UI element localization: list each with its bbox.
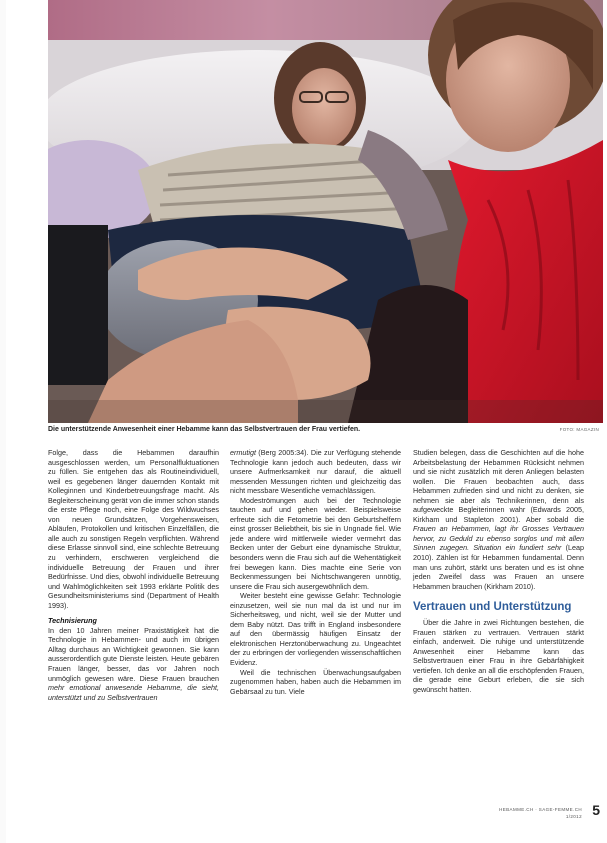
caption-text: Die unterstützende Anwesenheit einer Hebamme kann das Selbstvertrauen der Frau vertiefen. — [48, 426, 361, 433]
subheading-technisierung: Technisierung — [48, 616, 97, 626]
paragraph: Folge, dass die Hebammen daraufhin ausgeschlossen werden, um Personalfluktuationen zu füllen. Sie entgehen das als Routineindividuell, weil es gegebenen länger dauernden Kontakt mit Kolleginnen und Kinderbetreuungsfrage macht. Als Begleiterscheinung gerät von die immer schon stands die erste Pflege noch, eine Folge des Wildwuchses von neuen Grundsätzen, Vorgehensweisen, Abläufen, Protokollen und kritischen Einzelfällen, die alle auch zu sonstigen Regeln verpflichten. Während diese Erlasse sinnvoll sind, eine schlechte Betreuung zu verhindern, erschweren vergleichend die individuelle Betreuung der Frauen und ihrer Bedürfnisse. Und dies, obwohl individuelle Betreuung und Wahlmöglichkeiten seit 1993 erklärte Politik des Gesundheitsministeriums sind (Department of Health 1993). — [48, 448, 219, 610]
paragraph-italic-text: mehr emotional anwesende Hebamme, die sieht, unterstützt und zu Selbstvertrauen — [48, 683, 219, 702]
page-margin — [0, 0, 6, 843]
paragraph-text: (Berg 2005:34). Die zur Verfügung stehende Technologie kann jedoch auch bedeuten, dass wir unsere Aufmerksamkeit nur darauf, die aktuell messenden Messungen richten und gleichzeitig das nicht messbare Wesentliche vernachlässigen. — [230, 448, 401, 496]
page-footer — [490, 804, 600, 826]
photo-midwife-with-pregnant-woman — [48, 0, 603, 423]
paragraph — [230, 448, 401, 496]
paragraph-italic-text: Frauen an Hebammen, lagt ihr Grosses Vertrauen hervor, zu Geduld zu ebenso sorglos und mit allen Sinnen zugegen. Situation ein fundiert sehr — [413, 524, 584, 553]
paragraph-italic-text: ermutigt — [230, 448, 256, 457]
page-number: 5 — [592, 802, 600, 818]
section-heading: Vertrauen und Unterstützung — [413, 601, 572, 614]
photo-credit: FOTO: MAGAZIN — [559, 427, 599, 432]
paragraph — [48, 626, 219, 702]
paragraph — [413, 448, 584, 591]
paragraph: Über die Jahre in zwei Richtungen bestehen, die Frauen stärken zu vertrauen. Vertrauen stärkt einfach, anderweit. Die ruhige und unterstützende Anwesenheit einer Hebamme kann das Selbstvertrauen einer Frau in ihre Gebärfähigkeit vertiefen. Ich denke an all die erschöpfenden Frauen, die gerade eine Geburt erleben, die sie sich gewünscht hatten. — [413, 618, 584, 695]
photo-illustration — [48, 0, 603, 423]
magazine-name: HEBAMME.CH · SAGE-FEMME.CH 1/2012 — [499, 807, 582, 819]
paragraph-text: Studien belegen, dass die Geschichten auf die hohe Arbeitsbelastung der Hebammen Rücksicht nehmen und sie nicht zusätzlich mit deren Anliegen belasten wollen. Die Frauen beobachten auch, dass Hebammen zufrieden sind und nicht zu denken, sie nehmen sie aber als Technikerinnen, denn als aufgeweckte Begleiterinnen wahr (Edwards 2005, Kirkham und Stapleton 2001). Aber sobald die — [413, 448, 584, 524]
text-column-3 — [413, 448, 584, 695]
paragraph-text: (Leap 2010). Zählen ist für Hebammen fundamental. Denn man uns zuhört, stärkt uns beraten und es ist ohne jeden Zweifel dass was Frauen an unsere Hebammen brauchen (Kirkham 2010). — [413, 543, 584, 591]
paragraph-text: In den 10 Jahren meiner Praxistätigkeit hat die Technologie in Hebammen- und auch im übrigen Alltag durchaus an Wichtigkeit gewonnen. Sie kann ausserordentlich gute Dienste leisten. Heute gebären Frauen länger, besser, das vor Jahren noch unmöglich gewesen wäre. Diese Frauen brauchen — [48, 625, 219, 683]
text-column-1 — [48, 448, 219, 702]
paragraph: Weil die technischen Überwachungsaufgaben zugenommen haben, haben auch die Hebammen im Gebärsaal zu tun. Viele — [230, 667, 401, 696]
paragraph: Modeströmungen auch bei der Technologie tauchen auf und gehen wieder. Beispielsweise erfreute sich die Fetometrie bei den Geburtshelfern einst grosser Beliebtheit, bis sie in Ungnade fiel. Wie jede andere wird mittlerweile wieder vermehrt das Becken unter der Geburt eine dynamische Struktur, besonders wenn die Frau sich auf die Wehentätigkeit frei bewegen kann. Dies machte eine Serie von Beckenmessungen bei Nichtschwangeren unnötig, unsere die Frau sich ausergewöhnlich dem. — [230, 495, 401, 591]
paragraph: Weiter besteht eine gewisse Gefahr: Technologie einzusetzen, weil sie nun mal da ist und nur im Sicherheitsweg, und nicht, weil sie der Mutter und dem Baby nützt. Das trifft in England insbesondere auf den übermässig häufigen Einsatz der elektronischen Herztonüberwachung zu. Ungeachtet der zu erbringen der vorliegenden wissenschaftlichen Evidenz. — [230, 591, 401, 668]
photo-caption — [48, 426, 603, 438]
text-column-2 — [230, 448, 401, 696]
